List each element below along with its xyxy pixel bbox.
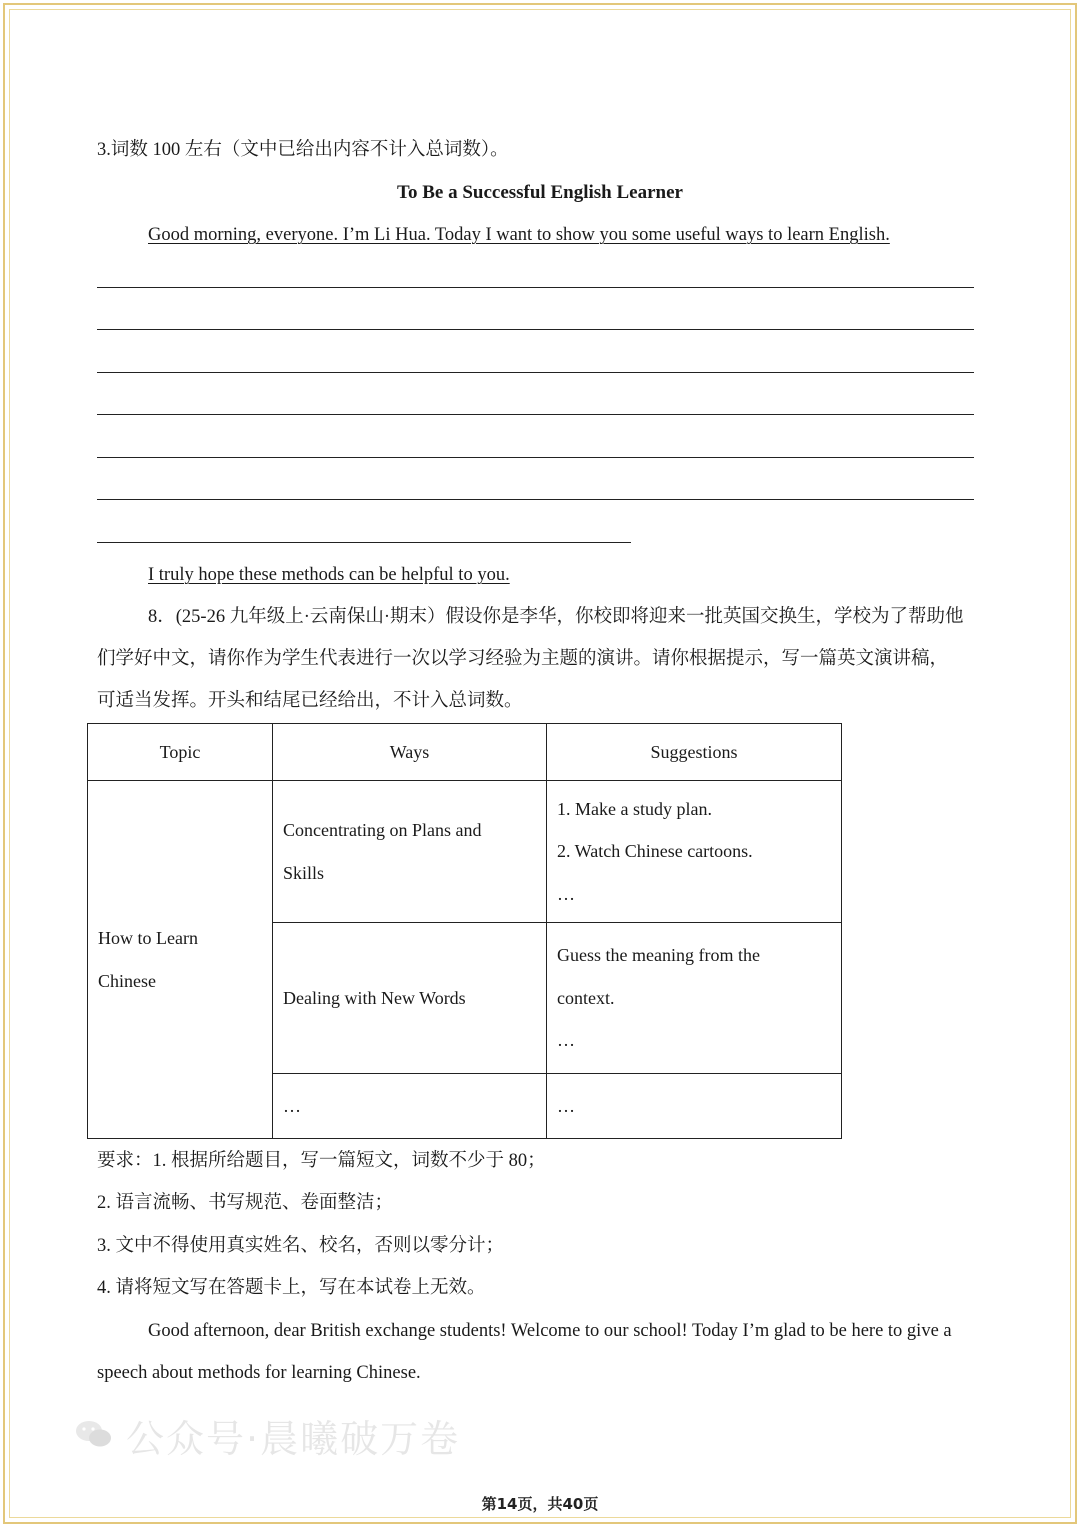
suggestion-1-line1: 1. Make a study plan.	[557, 798, 712, 819]
table-row	[88, 781, 842, 923]
requirement-4: 4. 请将短文写在答题卡上，写在本试卷上无效。	[97, 1278, 486, 1298]
suggestion-2-line2: context.	[557, 987, 615, 1008]
q8-intro-line1: 8．(25-26 九年级上·云南保山·期末）假设你是李华，你校即将迎来一批英国交换生，学校为了帮助他	[148, 607, 964, 627]
header-ways: Ways	[273, 724, 547, 781]
watermark-text: 公众号·晨曦破万卷	[126, 1417, 461, 1461]
way-cell-2	[273, 923, 547, 1074]
requirement-1: 要求：1. 根据所给题目，写一篇短文，词数不少于 80；	[97, 1151, 546, 1171]
answer-line	[97, 372, 974, 373]
answer-line	[97, 457, 974, 458]
answer-line-short	[97, 542, 631, 543]
essay-title: To Be a Successful English Learner	[397, 182, 683, 203]
way-1-line2: Skills	[283, 862, 325, 883]
suggestion-1-line2: 2. Watch Chinese cartoons.	[557, 841, 753, 862]
suggestion-2-line3: …	[557, 1030, 575, 1051]
q8-intro-line3: 可适当发挥。开头和结尾已经给出，不计入总词数。	[97, 691, 523, 711]
suggestion-cell-3	[547, 1074, 842, 1139]
way-cell-1	[273, 781, 547, 923]
topic-line2: Chinese	[98, 970, 156, 991]
suggestion-3: …	[557, 1095, 575, 1116]
prompt-table	[87, 723, 842, 1139]
wechat-icon	[74, 1418, 114, 1450]
answer-line	[97, 414, 974, 415]
q7-requirement-3: 3.词数 100 左右（文中已给出内容不计入总词数）。	[97, 140, 509, 160]
table-header-row	[88, 724, 842, 781]
way-3: …	[283, 1095, 301, 1116]
answer-line	[97, 499, 974, 500]
way-1-line1: Concentrating on Plans and	[283, 820, 482, 840]
page-footer: 第14页，共40页	[481, 1495, 599, 1513]
header-suggestions: Suggestions	[547, 724, 842, 781]
suggestion-2-line1: Guess the meaning from the	[557, 945, 760, 966]
way-cell-3	[273, 1074, 547, 1139]
answer-line	[97, 329, 974, 330]
answer-line	[97, 287, 974, 288]
requirement-2: 2. 语言流畅、书写规范、卷面整洁；	[97, 1193, 394, 1213]
essay-opening: Good morning, everyone. I’m Li Hua. Today I want to show you some useful ways to learn English.	[148, 225, 890, 245]
q8-intro-line2: 们学好中文，请你作为学生代表进行一次以学习经验为主题的演讲。请你根据提示，写一篇英文演讲稿，	[97, 649, 949, 669]
speech-opening-line1: Good afternoon, dear British exchange students! Welcome to our school! Today I’m glad to be here to give a	[148, 1321, 952, 1341]
suggestion-1-line3: …	[557, 883, 575, 904]
requirement-3: 3. 文中不得使用真实姓名、校名，否则以零分计；	[97, 1236, 505, 1256]
way-2: Dealing with New Words	[283, 987, 466, 1008]
suggestion-cell-2	[547, 923, 842, 1074]
essay-closing: I truly hope these methods can be helpful to you.	[148, 565, 510, 585]
topic-line1: How to Learn	[98, 928, 198, 948]
speech-opening-line2: speech about methods for learning Chinese.	[97, 1363, 421, 1383]
header-topic: Topic	[88, 724, 273, 781]
suggestion-cell-1	[547, 781, 842, 923]
topic-cell	[88, 781, 273, 1139]
